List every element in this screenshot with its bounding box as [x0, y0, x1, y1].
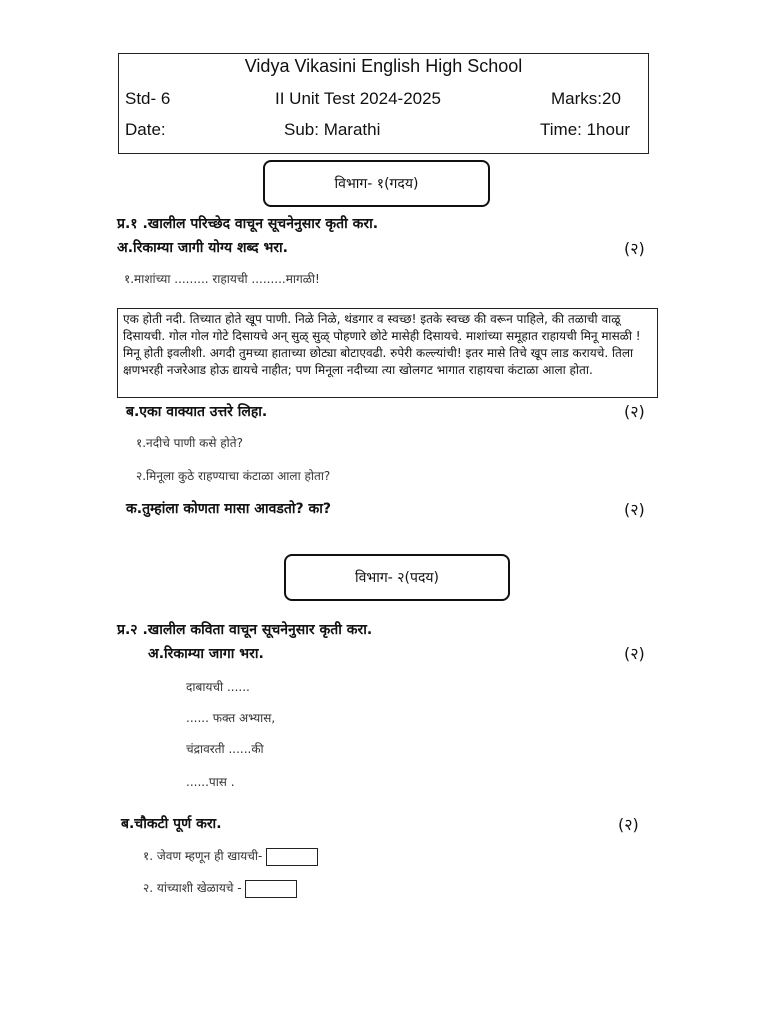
q1-part-c-label: क.तुम्हांला कोणता मासा आवडतो? का?: [126, 501, 331, 517]
school-name: Vidya Vikasini English High School: [244, 56, 523, 76]
q1-part-b-marks: (२): [624, 402, 645, 421]
q2-b-item1: [143, 847, 318, 866]
q1-b-item2: २.मिनूला कुठे राहण्याचा कंटाळा आला होता?: [136, 469, 331, 483]
q1-part-a-marks: (२): [624, 239, 645, 258]
q1-part-c-marks: (२): [624, 500, 645, 519]
q2-b-item2-text: २. यांच्याशी खेळायचे -: [143, 881, 242, 895]
date-label: Date:: [125, 120, 166, 139]
section1-title: विभाग- १(गदय): [334, 176, 419, 192]
q2-part-a-label: अ.रिकाम्या जागा भरा.: [148, 646, 264, 662]
q2-part-b-label: ब.चौकटी पूर्ण करा.: [121, 816, 222, 832]
header-box: [118, 53, 649, 154]
question1: प्र.१ .खालील परिच्छेद वाचून सूचनेनुसार कृती करा.: [117, 216, 379, 232]
q2-b-item1-text: १. जेवण म्हणून ही खायची-: [143, 849, 263, 863]
time: Time: 1hour: [540, 120, 631, 139]
poem-line2: ...... फक्त अभ्यास,: [186, 711, 276, 725]
q2-part-b-marks: (२): [618, 815, 639, 834]
subject: Sub: Marathi: [284, 120, 381, 139]
q1-part-a-label: अ.रिकाम्या जागी योग्य शब्द भरा.: [117, 240, 288, 256]
q1-part-b-label: ब.एका वाक्यात उत्तरे लिहा.: [126, 404, 268, 420]
question2: प्र.२ .खालील कविता वाचून सूचनेनुसार कृती करा.: [117, 622, 373, 638]
passage: एक होती नदी. तिच्यात होते खूप पाणी. निळे निळे, थंडगार व स्वच्छ! इतके स्वच्छ की वरून पाहिले, की तळाची वाळू दिसायची. गोल गोल गोटे दिसायचे अन् सुळ् सुळ् पोहणारे छोटे मासेही दिसायचे. माशांच्या समूहात राहायची मिनू मासळी ! मिनू होती इवलीशी. अगदी तुमच्या हाताच्या छोट्या बोटाएवढी. रुपेरी कल्ल्यांची! इतर मासे तिचे खूप लाड करायचे. तिला क्षणभरही नजरेआड होऊ द्यायचे नाहीत; पण मिनूला नदीच्या त्या खोलगट भागात राहायचा कंटाळा आला होता.: [117, 308, 658, 398]
test-name: II Unit Test 2024-2025: [275, 89, 442, 108]
poem-line3: चंद्रावरती ......की: [186, 742, 264, 756]
q1-b-item1: १.नदीचे पाणी कसे होते?: [136, 436, 243, 450]
answer-box-2[interactable]: [245, 880, 297, 898]
section2-title-box: [284, 554, 510, 601]
section1-title-box: [263, 160, 490, 207]
poem-line4: ......पास .: [186, 775, 235, 789]
section2-title: विभाग- २(पदय): [355, 570, 439, 586]
total-marks: Marks:20: [551, 89, 621, 108]
answer-box-1[interactable]: [266, 848, 318, 866]
q2-part-a-marks: (२): [624, 644, 645, 663]
q2-b-item2: [143, 879, 297, 898]
standard: Std- 6: [125, 89, 171, 108]
poem-line1: दाबायची ......: [186, 680, 250, 694]
q1-a-item1: १.माशांच्या ......... राहायची .........मागळी!: [124, 272, 320, 286]
